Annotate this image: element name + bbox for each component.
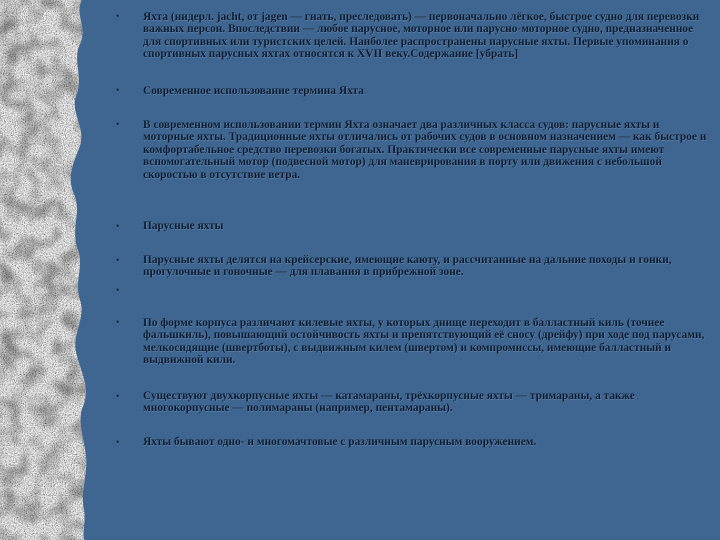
heading-sailing-yachts: Парусные яхты: [143, 220, 224, 232]
paragraph-sailing-yachts: Парусные яхты делятся на крейсерские, имеющие каюту, и рассчитанные на дальние походы и гонки, прогулочные и гоночные — для плавания в прибрежной зоне.: [143, 254, 672, 279]
heading-modern-usage: Современное использование термина Яхта: [143, 85, 364, 97]
bullet: •: [116, 317, 120, 327]
bullet: •: [116, 285, 120, 295]
bullet: •: [116, 391, 120, 401]
paragraph-intro: Яхта (нидерл. jacht, от jagen — гнать, преследовать) — первоначально лёгкое, быстрое судно для перевозки важных персон. Впоследствии — любое парусное, моторное или парусно-моторное судно, предназначенное для спортивных или туристских целей. Наиболее распространены парусные яхты. Первые упоминания о спортивных парусных яхтах относятся к XVII веку.Содержание [убрать]: [143, 11, 700, 61]
bullet: •: [116, 11, 120, 21]
paragraph-masts: Яхты бывают одно- и многомачтовые с различным парусным вооружением.: [143, 436, 537, 448]
bullet: •: [116, 221, 120, 231]
bullet: •: [116, 437, 120, 447]
bullet: •: [116, 85, 120, 95]
bullet: •: [116, 255, 120, 265]
paragraph-hull-forms: По форме корпуса различают килевые яхты, у которых днище переходит в балластный киль (точнее фальшкиль), повышающий остойчивость яхты и препятствующий её сносу (дрейфу) при ходе под парусами, мелкосидящие (швертботы), с выдвижным килем (швертом) и компромиссы, имеющие балластный и выдвижной кили.: [143, 317, 705, 367]
paragraph-modern-usage: В современном использовании термин Яхта означает два различных класса судов: парусные яхты и моторные яхты. Традиционные яхты отличались от рабочих судов в основном назначением — как быстрое и комфортабельное средство перевозки богатых. Практически все современные парусные яхты имеют вспомогательный мотор (подвесной мотор) для маневрирования в порту или движения с небольшой скоростью в отсутствие ветра.: [143, 119, 707, 181]
bullet: •: [116, 119, 120, 129]
paragraph-multihulls: Существуют двухкорпусные яхты — катамараны, трёхкорпусные яхты — тримараны, а также многокорпусные — полимараны (например, пентамараны).: [143, 390, 635, 415]
